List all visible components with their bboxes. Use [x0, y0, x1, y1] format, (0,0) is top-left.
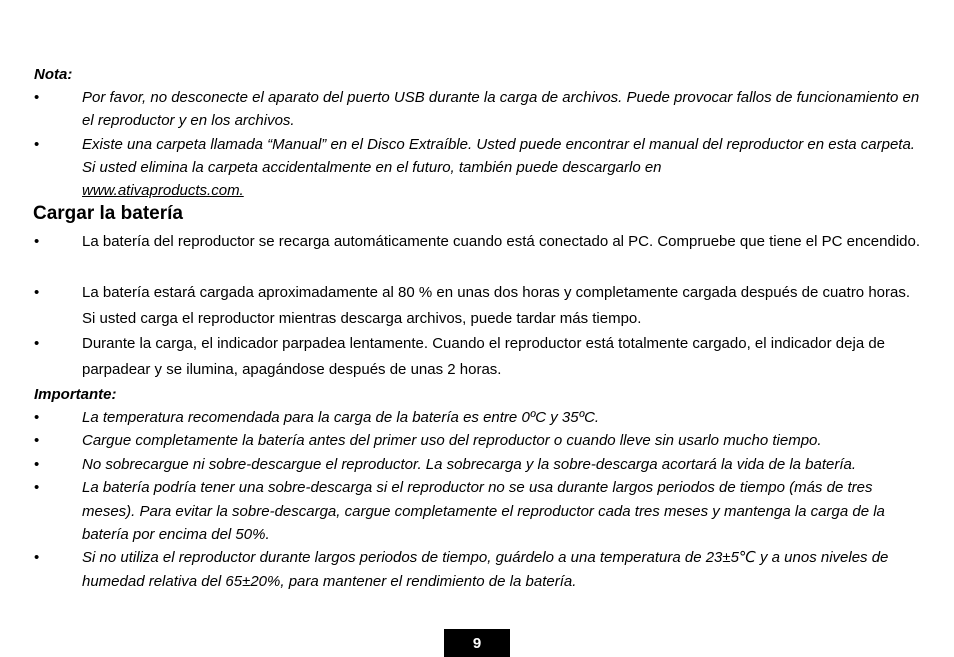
note-item-2 [34, 133, 924, 202]
note-item-2-text [82, 133, 924, 202]
important-label: Importante: [34, 386, 117, 403]
bullet-icon: • [34, 233, 40, 250]
website-link[interactable]: www.ativaproducts.com. [82, 182, 244, 199]
charging-item-1-text: La batería del reproductor se recarga automáticamente cuando está conectado al PC. Compruebe que tiene el PC encendido. [82, 233, 921, 250]
page-number: 9 [444, 629, 510, 657]
note-label: Nota: [34, 66, 73, 83]
charging-item-1 [34, 229, 924, 255]
bullet-icon: • [34, 335, 40, 352]
important-item-4 [34, 476, 924, 547]
important-item-2 [34, 429, 924, 452]
charging-item-2-text: La batería estará cargada aproximadamente al 80 % en unas dos horas y completamente cargada después de cuatro horas. Si usted carga el reproductor mientras descarga archivos, puede tardar más tiempo. [82, 284, 911, 327]
bullet-icon: • [34, 549, 40, 566]
charging-item-3-text: Durante la carga, el indicador parpadea lentamente. Cuando el reproductor está totalmente cargado, el indicador deja de parpadear y se ilumina, apagándose después de unas 2 horas. [82, 335, 886, 378]
important-item-5 [34, 546, 924, 593]
important-item-3-text: No sobrecargue ni sobre-descargue el reproductor. La sobrecarga y la sobre-descarga acortará la vida de la batería. [82, 456, 857, 473]
charging-item-2 [34, 280, 924, 331]
bullet-icon: • [34, 136, 40, 153]
important-item-3 [34, 453, 924, 476]
bullet-icon: • [34, 89, 40, 106]
section-heading: Cargar la batería [33, 203, 183, 224]
note-item-1 [34, 86, 924, 132]
important-item-2-text: Cargue completamente la batería antes del primer uso del reproductor o cuando lleve sin usarlo mucho tiempo. [82, 432, 822, 449]
note-item-1-text: Por favor, no desconecte el aparato del puerto USB durante la carga de archivos. Puede provocar fallos de funcionamiento en el reproductor y en los archivos. [82, 89, 920, 129]
note-item-2-body: Existe una carpeta llamada “Manual” en el Disco Extraíble. Usted puede encontrar el manual del reproductor en esta carpeta. Si usted elimina la carpeta accidentalmente en el futuro, también puede descargarlo en [82, 136, 915, 176]
bullet-icon: • [34, 432, 40, 449]
important-item-1-text: La temperatura recomendada para la carga de la batería es entre 0ºC y 35ºC. [82, 409, 600, 426]
bullet-icon: • [34, 479, 40, 496]
bullet-icon: • [34, 409, 40, 426]
bullet-icon: • [34, 284, 40, 301]
important-item-4-text: La batería podría tener una sobre-descarga si el reproductor no se usa durante largos periodos de tiempo (más de tres meses). Para evitar la sobre-descarga, cargue completamente el reproductor cada tres meses y mantenga la carga de la batería por encima del 50%. [82, 479, 885, 543]
important-item-5-text: Si no utiliza el reproductor durante largos periodos de tiempo, guárdelo a una temperatura de 23±5℃ y a unos niveles de humedad relativa del 65±20%, para mantener el rendimiento de la batería. [82, 549, 889, 590]
important-item-1 [34, 406, 924, 429]
charging-item-3 [34, 331, 924, 382]
bullet-icon: • [34, 456, 40, 473]
